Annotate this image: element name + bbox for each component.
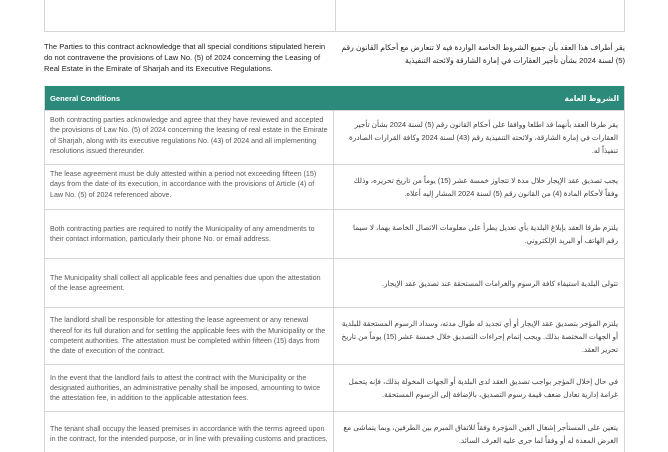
column-divider	[335, 0, 336, 31]
table-row	[45, 110, 624, 164]
table-row	[45, 364, 624, 411]
condition-arabic: يتعين على المستأجر إشغال العين المؤجرة وفقاً للاتفاق المبرم بين الطرفين، وبما يتماشى مع الغرض المعدة له أو وفقاً لما جرى عليه العرف السائد.	[343, 423, 618, 445]
header-general-conditions-arabic: الشروط العامة	[564, 93, 619, 103]
condition-english: Both contracting parties are required to notify the Municipality of any amendments to their contact information, particularly their phone No. or email address.	[50, 224, 315, 243]
intro-english: The Parties to this contract acknowledge that all special conditions stipulated herein do not contravene the provisions of Law No. (5) of 2024 concerning the Leasing of Real Estate in the Emirate of Sharjah and its Executive Regulations.	[44, 42, 326, 73]
condition-english: The tenant shall occupy the leased premises in accordance with the terms agreed upon in the contract, for the intended purpose, or in line with prevailing customs and practices.	[50, 424, 328, 443]
intro-arabic: يقر أطراف هذا العقد بأن جميع الشروط الخاصة الواردة فيه لا تتعارض مع أحكام القانون رقم (5) لسنة 2024 بشأن تأجير العقارات في إمارة الشارقة ولائحته التنفيذية	[341, 43, 625, 65]
table-row	[45, 411, 624, 452]
condition-english: In the event that the landlord fails to attest the contract with the Municipality or the designated authorities, an administrative penalty shall be imposed, amounting to twice the attestation fee, in addition to the applicable attestation fees.	[50, 373, 321, 403]
condition-arabic: يلتزم المؤجر بتصديق عقد الإيجار أو أي تجديد له طوال مدته، وسداد الرسوم المستحقة للبلدية أو الجهات المختصة بذلك. ويجب إتمام إجراءات التصديق خلال خمسة عشر (15) يوماً من تاريخ تحرير العقد.	[341, 318, 618, 354]
table-row	[45, 258, 624, 307]
table-row	[45, 307, 624, 364]
header-general-conditions: General Conditions	[50, 93, 121, 103]
condition-english: The Municipality shall collect all applicable fees and penalties due upon the attestation of the lease agreement.	[50, 273, 321, 292]
condition-arabic: في حال إخلال المؤجر بواجب تصديق العقد لدى البلدية أو الجهات المخولة بذلك، فإنه يتحمل غرامة إدارية تعادل ضعف قيمة رسوم التصديق، بالإضافة إلى الرسوم المستحقة.	[348, 377, 618, 399]
table-row	[45, 164, 624, 209]
previous-section-box	[44, 0, 625, 32]
table-header	[45, 86, 624, 110]
condition-english: Both contracting parties acknowledge and agree that they have reviewed and accepted the provisions of Law No. (5) of 2024 concerning the leasing of real estate in the Emirate of Sharjah, along with its executive regulations No. (43) of 2024 and all implementing resolutions issued thereunder.	[50, 116, 328, 155]
condition-arabic: تتولى البلدية استيفاء كافة الرسوم والغرامات المستحقة عند تصديق عقد الإيجار.	[381, 278, 618, 288]
condition-english: The lease agreement must be duly attested within a period not exceeding fifteen (15) days from the date of its execution, in accordance with the provisions of Article (4) of Law No. (5) of 2024 referenced above.	[50, 170, 317, 199]
condition-arabic: يقر طرفا العقد بأنهما قد اطلعا ووافقا على أحكام القانون رقم (5) لسنة 2024 بشأن تأجير العقارات في إمارة الشارقة، ولائحته التنفيذية رقم (43) لسنة 2024 وكافة القرارات الصادرة تنفيذاً له.	[348, 120, 618, 155]
general-conditions-table	[44, 86, 625, 452]
condition-arabic: يجب تصديق عقد الإيجار خلال مدة لا تتجاوز خمسة عشر (15) يوماً من تاريخ تحريره، وذلك وفقاً لأحكام المادة (4) من القانون رقم (5) لسنة 2024 المشار إليه أعلاه.	[353, 176, 618, 198]
condition-english: The landlord shall be responsible for attesting the lease agreement or any renewal thereof for its full duration and for settling the applicable fees with the Municipality or the competent authorities. The attestation must be completed within fifteen (15) days from the date of execution of the contract.	[50, 316, 326, 356]
condition-arabic: يلتزم طرفا العقد بإبلاغ البلدية بأي تعديل يطرأ على معلومات الاتصال الخاصة بهما، لا سيما رقم الهاتف أو البريد الإلكتروني.	[353, 223, 618, 245]
table-row	[45, 209, 624, 258]
